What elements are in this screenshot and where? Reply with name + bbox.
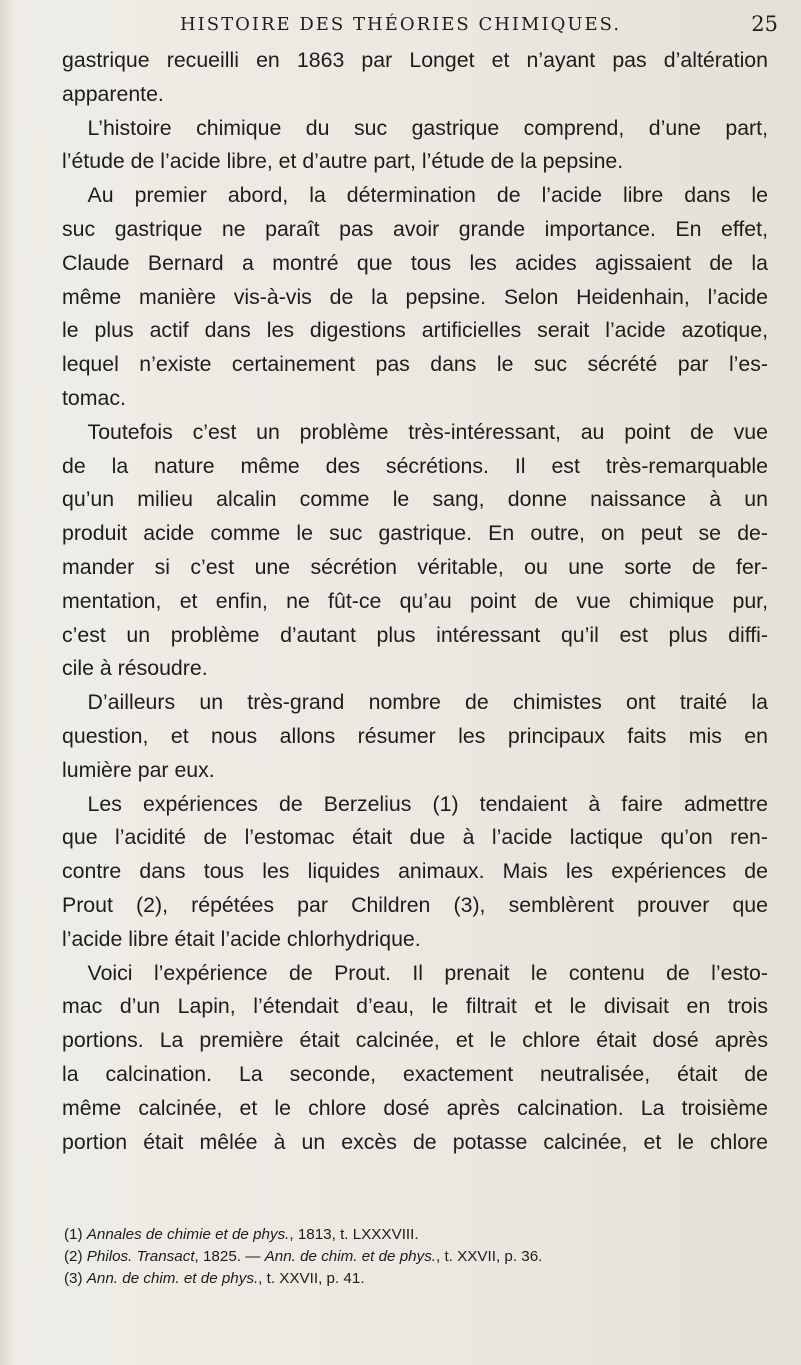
text-line: la calcination. La seconde, exactement neutralisée, était de	[62, 1061, 768, 1086]
text-line: l’acide libre était l’acide chlorhydrique.	[62, 926, 421, 951]
text-line: lumière par eux.	[62, 757, 215, 782]
text-line: tomac.	[62, 385, 126, 410]
text-line: cile à résoudre.	[62, 656, 208, 681]
text-line: apparente.	[62, 81, 164, 106]
text-line: c’est un problème d’autant plus intéressant qu’il est plus diffi-	[62, 622, 768, 647]
text-line: l’étude de l’acide libre, et d’autre part, l’étude de la pepsine.	[62, 149, 624, 174]
text-line: L’histoire chimique du suc gastrique comprend, d’une part,	[87, 115, 768, 140]
text-line: Voici l’expérience de Prout. Il prenait le contenu de l’esto-	[87, 960, 768, 985]
body-text	[62, 44, 768, 1159]
text-line: portion était mêlée à un excès de potasse calcinée, et le chlore	[62, 1129, 768, 1154]
text-line: mander si c’est une sécrétion véritable, ou une sorte de fer-	[62, 554, 768, 579]
running-head: HISTOIRE DES THÉORIES CHIMIQUES.	[179, 14, 622, 35]
text-line: lequel n’existe certainement pas dans le suc sécrété par l’es-	[62, 352, 768, 377]
text-line: le plus actif dans les digestions artificielles serait l’acide azotique,	[62, 318, 768, 343]
text-line: gastrique recueilli en 1863 par Longet et n’ayant pas d’altération	[62, 48, 768, 72]
page-header	[0, 14, 801, 44]
text-line: Toutefois c’est un problème très-intéressant, au point de vue	[87, 419, 768, 444]
text-line: même manière vis-à-vis de la pepsine. Selon Heidenhain, l’acide	[62, 284, 768, 309]
text-line: Au premier abord, la détermination de l’acide libre dans le	[87, 183, 768, 208]
text-line: suc gastrique ne paraît pas avoir grande importance. En effet,	[62, 216, 768, 241]
text-line: même calcinée, et le chlore dosé après calcination. La troisième	[62, 1095, 768, 1120]
text-line: mac d’un Lapin, l’étendait d’eau, le filtrait et le divisait en trois	[62, 994, 768, 1019]
text-line: qu’un milieu alcalin comme le sang, donne naissance à un	[62, 487, 768, 512]
text-line: D’ailleurs un très-grand nombre de chimistes ont traité la	[87, 690, 768, 715]
text-line: Claude Bernard a montré que tous les acides agissaient de la	[62, 250, 768, 275]
text-line: question, et nous allons résumer les principaux faits mis en	[62, 723, 768, 748]
text-line: mentation, et enfin, ne fût-ce qu’au point de vue chimique pur,	[62, 588, 768, 613]
text-line: portions. La première était calcinée, et le chlore était dosé après	[62, 1028, 768, 1053]
text-line: de la nature même des sécrétions. Il est très-remarquable	[62, 453, 768, 478]
page-gutter-shadow	[0, 0, 14, 1365]
footnote: (2) Philos. Transact, 1825. — Ann. de chim. et de phys., t. XXVII, p. 36.	[64, 1248, 543, 1265]
footnote: (3) Ann. de chim. et de phys., t. XXVII, p. 41.	[64, 1270, 365, 1287]
text-line: contre dans tous les liquides animaux. Mais les expériences de	[62, 859, 768, 884]
text-line: que l’acidité de l’estomac était due à l’acide lactique qu’on ren-	[62, 825, 768, 850]
footnote: (1) Annales de chimie et de phys., 1813, t. LXXXVIII.	[64, 1226, 419, 1243]
text-line: Les expériences de Berzelius (1) tendaient à faire admettre	[87, 791, 768, 816]
text-line: produit acide comme le suc gastrique. En outre, on peut se de-	[62, 521, 768, 546]
page-number: 25	[751, 12, 778, 36]
text-line: Prout (2), répétées par Children (3), semblèrent prouver que	[62, 892, 768, 917]
footnotes	[64, 1224, 764, 1290]
